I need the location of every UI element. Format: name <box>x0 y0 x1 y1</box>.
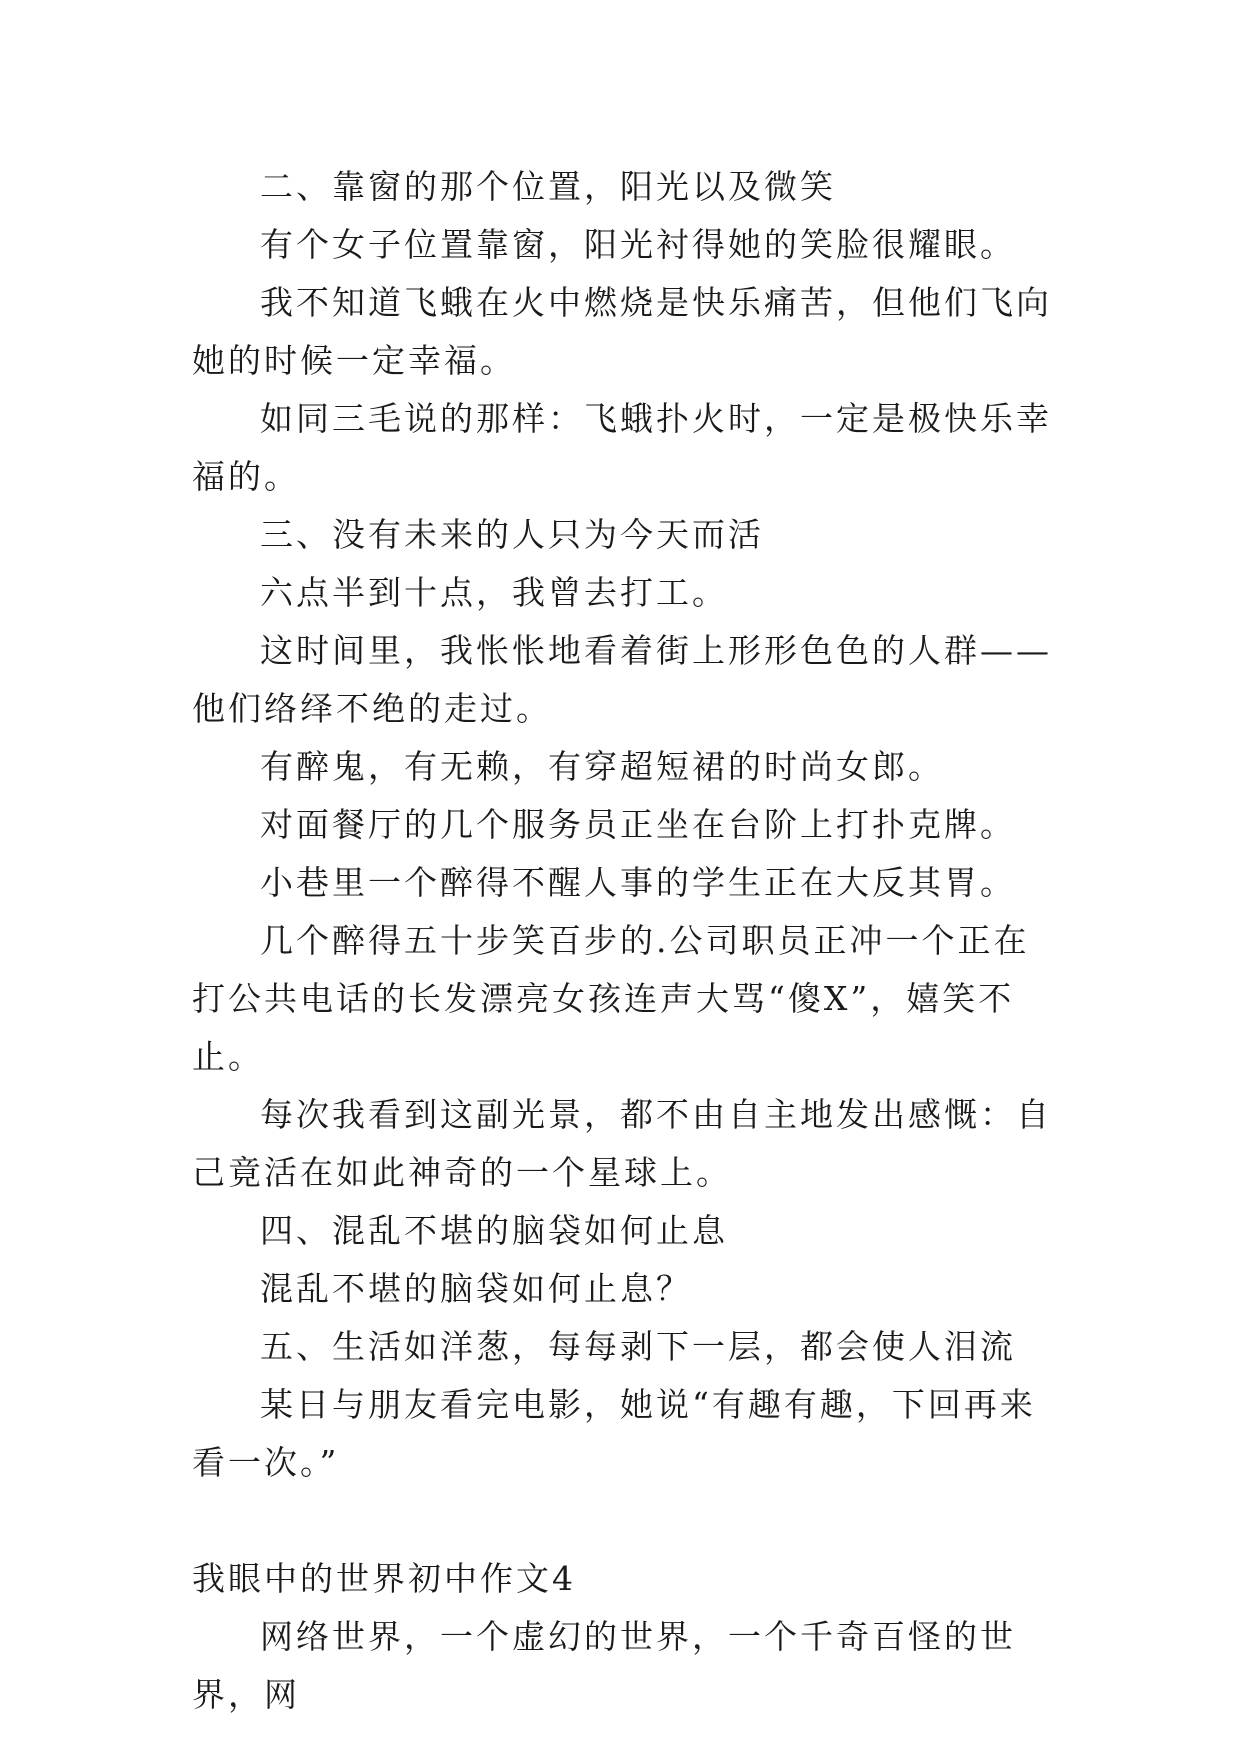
paragraph: 有个女子位置靠窗，阳光衬得她的笑脸很耀眼。 <box>260 225 1016 264</box>
paragraph: 小巷里一个醉得不醒人事的学生正在大反其胃。 <box>260 863 1016 902</box>
paragraph: 有醉鬼，有无赖，有穿超短裙的时尚女郎。 <box>260 747 944 786</box>
paragraph: 四、混乱不堪的脑袋如何止息 <box>260 1211 728 1250</box>
paragraph: 如同三毛说的那样：飞蛾扑火时，一定是极快乐幸福的。 <box>192 399 1052 496</box>
paragraph: 某日与朋友看完电影，她说“有趣有趣，下回再来看一次。” <box>192 1385 1036 1482</box>
paragraph: 网络世界，一个虚幻的世界，一个千奇百怪的世界，网 <box>192 1617 1016 1714</box>
paragraph: 我不知道飞蛾在火中燃烧是快乐痛苦，但他们飞向她的时候一定幸福。 <box>192 283 1052 380</box>
paragraph: 二、靠窗的那个位置，阳光以及微笑 <box>260 167 836 206</box>
paragraph: 三、没有未来的人只为今天而活 <box>260 515 764 554</box>
paragraph: 五、生活如洋葱，每每剥下一层，都会使人泪流 <box>260 1327 1016 1366</box>
section-gap <box>192 1492 1062 1550</box>
paragraph: 混乱不堪的脑袋如何止息？ <box>260 1269 692 1308</box>
paragraph: 六点半到十点，我曾去打工。 <box>260 573 728 612</box>
document-page <box>192 158 1062 1724</box>
paragraph: 每次我看到这副光景，都不由自主地发出感慨：自己竟活在如此神奇的一个星球上。 <box>192 1095 1052 1192</box>
paragraph: 几个醉得五十步笑百步的.公司职员正冲一个正在打公共电话的长发漂亮女孩连声大骂“傻X”，嬉笑不止。 <box>192 921 1030 1076</box>
paragraph: 对面餐厅的几个服务员正坐在台阶上打扑克牌。 <box>260 805 1016 844</box>
paragraph: 这时间里，我怅怅地看着街上形形色色的人群——他们络绎不绝的走过。 <box>192 631 1052 728</box>
section-title: 我眼中的世界初中作文4 <box>192 1559 576 1598</box>
